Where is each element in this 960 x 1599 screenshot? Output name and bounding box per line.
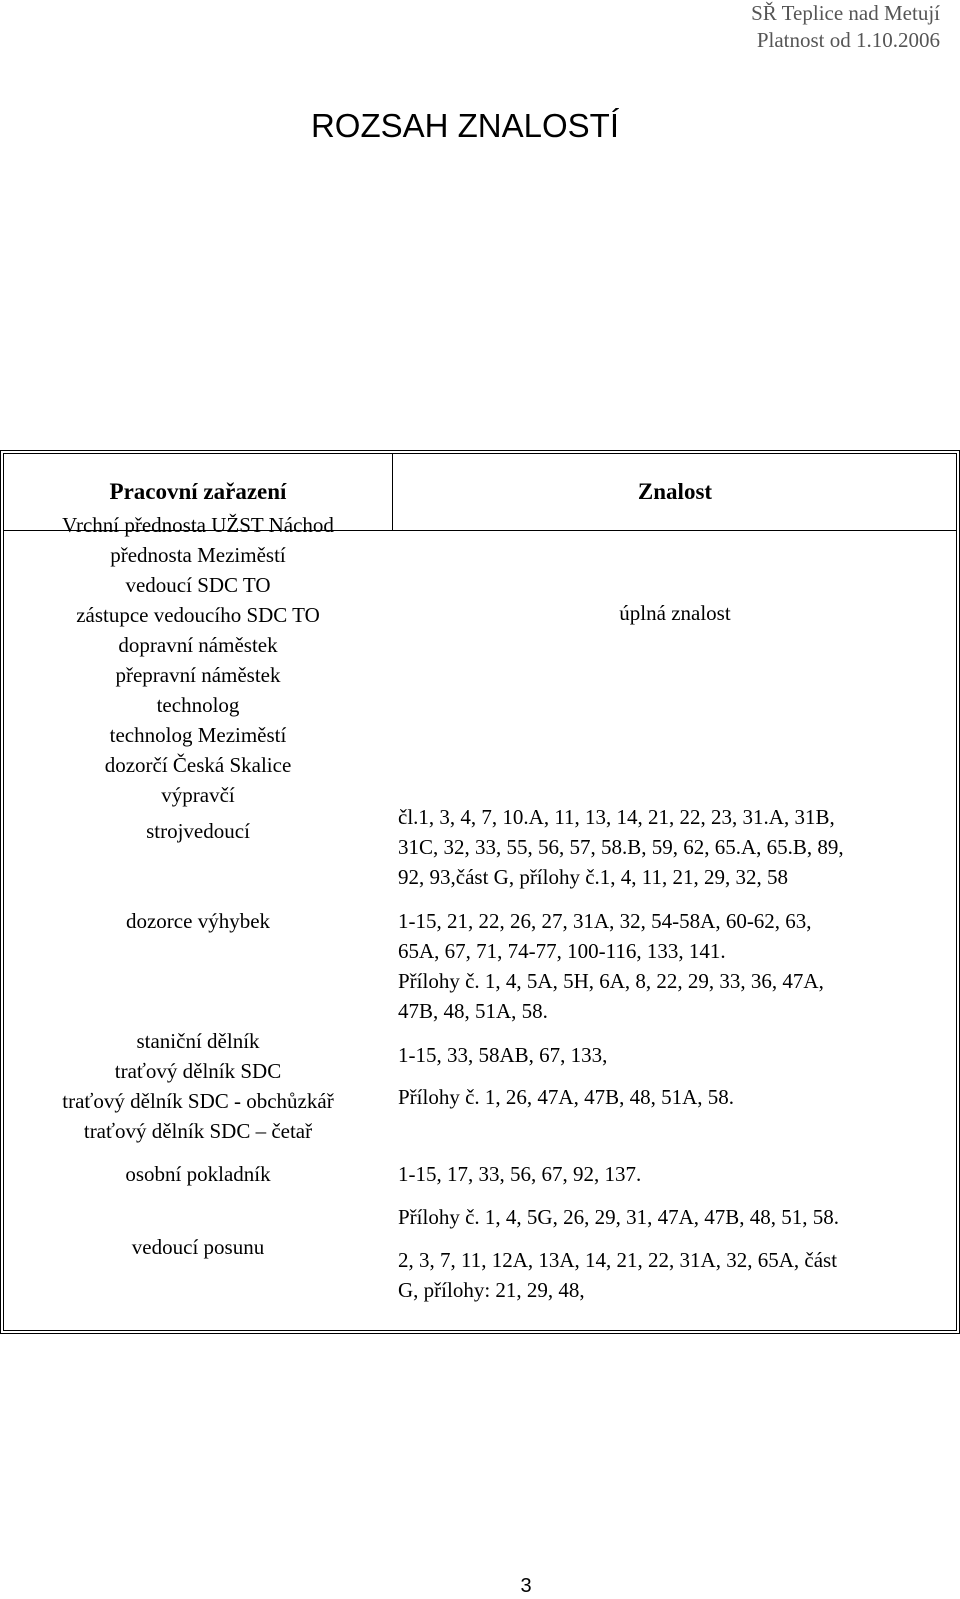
role-item: staniční dělník: [136, 1029, 260, 1053]
role-item: dozorčí Česká Skalice: [104, 753, 292, 777]
header-line-1: SŘ Teplice nad Metují: [751, 1, 940, 25]
role-cashier: osobní pokladník: [125, 1162, 271, 1186]
header-line-2: Platnost od 1.10.2006: [756, 28, 940, 52]
knowledge-full: úplná znalost: [619, 601, 731, 625]
role-item: traťový dělník SDC – četař: [83, 1119, 313, 1143]
role-item: zástupce vedoucího SDC TO: [76, 603, 320, 627]
knowledge-workers-2: Přílohy č. 1, 26, 47A, 47B, 48, 51A, 58.: [398, 1085, 734, 1109]
page-number: 3: [520, 1575, 532, 1597]
role-item: traťový dělník SDC - obchůzkář: [62, 1089, 334, 1113]
role-switch-supervisor: dozorce výhybek: [125, 909, 271, 933]
knowledge-line: 92, 93,část G, přílohy č.1, 4, 11, 21, 29, 32, 58: [398, 865, 789, 889]
knowledge-switch-supervisor: [398, 906, 958, 1026]
knowledge-line: 1-15, 21, 22, 26, 27, 31A, 32, 54-58A, 60-62, 63,: [398, 909, 812, 933]
column-header-knowledge: Znalost: [637, 479, 713, 504]
knowledge-cashier-2: Přílohy č. 1, 4, 5G, 26, 29, 31, 47A, 47B, 48, 51, 58.: [398, 1205, 839, 1229]
knowledge-line: Přílohy č. 1, 4, 5A, 5H, 6A, 8, 22, 29, 33, 36, 47A,: [398, 969, 824, 993]
role-item: přednosta Meziměstí: [110, 543, 286, 567]
role-item: technolog: [156, 693, 240, 717]
knowledge-line: 31C, 32, 33, 55, 56, 57, 58.B, 59, 62, 65.A, 65.B, 89,: [398, 835, 844, 859]
role-list-management: [4, 510, 392, 810]
knowledge-line: G, přílohy: 21, 29, 48,: [398, 1278, 585, 1302]
knowledge-cashier-1: 1-15, 17, 33, 56, 67, 92, 137.: [398, 1162, 642, 1186]
knowledge-line: 65A, 67, 71, 74-77, 100-116, 133, 141.: [398, 939, 726, 963]
page-title: ROZSAH ZNALOSTÍ: [310, 107, 620, 144]
knowledge-table: [0, 450, 960, 1334]
knowledge-line: 2, 3, 7, 11, 12A, 13A, 14, 21, 22, 31A, 32, 65A, část: [398, 1248, 838, 1272]
document-header: [751, 0, 940, 54]
knowledge-shunting-leader: [398, 1245, 958, 1305]
role-item: traťový dělník SDC: [114, 1059, 282, 1083]
column-header-position: Pracovní zařazení: [109, 479, 287, 504]
role-item: dopravní náměstek: [118, 633, 278, 657]
role-driver: strojvedoucí: [146, 819, 250, 843]
knowledge-line: čl.1, 3, 4, 7, 10.A, 11, 13, 14, 21, 22, 23, 31.A, 31B,: [398, 805, 835, 829]
role-shunting-leader: vedoucí posunu: [131, 1235, 265, 1259]
knowledge-line: 47B, 48, 51A, 58.: [398, 999, 548, 1023]
role-list-workers: [4, 1026, 392, 1146]
role-item: technolog Meziměstí: [109, 723, 287, 747]
knowledge-workers-1: 1-15, 33, 58AB, 67, 133,: [398, 1043, 608, 1067]
role-item: výpravčí: [161, 783, 235, 807]
knowledge-driver: [398, 802, 958, 892]
role-item: vedoucí SDC TO: [125, 573, 271, 597]
role-item: Vrchní přednosta UŽST Náchod: [62, 513, 334, 537]
role-item: přepravní náměstek: [115, 663, 281, 687]
